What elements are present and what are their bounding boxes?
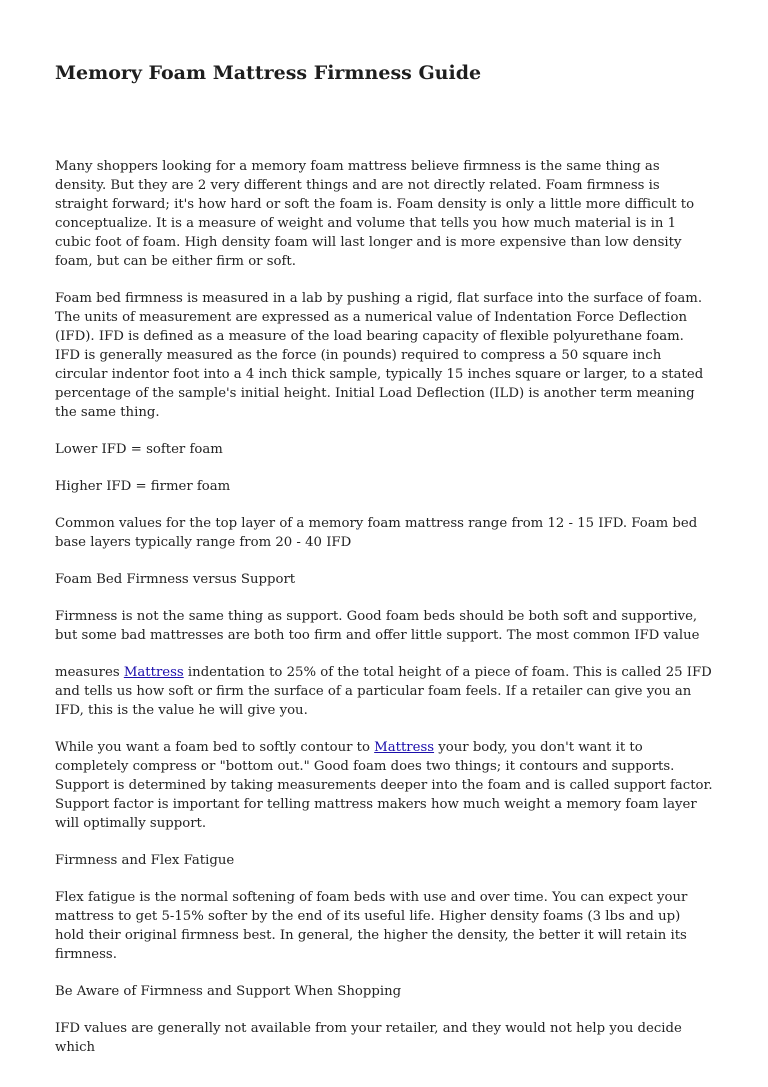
document-body [55,157,713,1057]
section-heading-shopping: Be Aware of Firmness and Support When Shopping [55,984,402,999]
paragraph-text: measures [55,665,124,680]
paragraph-common-values: Common values for the top layer of a memory foam mattress range from 12 - 15 IFD. Foam bed base layers typically range from 20 - 40 IFD [55,516,698,550]
paragraph-lower-ifd: Lower IFD = softer foam [55,442,223,457]
paragraph-support-factor [55,738,713,833]
paragraph-25-ifd [55,663,713,720]
document-page [55,58,713,1075]
section-heading-flex-fatigue: Firmness and Flex Fatigue [55,853,235,868]
paragraph-intro: Many shoppers looking for a memory foam mattress believe firmness is the same thing as density. But they are 2 very different things and are not directly related. Foam firmness is straight forward; it's how hard or soft the foam is. Foam density is only a little more difficult to conceptualize. It is a measure of weight and volume that tells you how much material is in 1 cubic foot of foam. High density foam will last longer and is more expensive than low density foam, but can be either firm or soft. [55,159,695,269]
paragraph-higher-ifd: Higher IFD = firmer foam [55,479,231,494]
section-heading-firmness-vs-support: Foam Bed Firmness versus Support [55,572,296,587]
paragraph-text: your body, you don't want it to completely compress or "bottom out." Good foam does two things; it contours and supports. Support is determined by taking measurements deeper into the foam and is called support factor. Support factor is important for telling mattress makers how much weight a memory foam layer will optimally support. [55,740,713,831]
paragraph-text: indentation to 25% of the total height of a piece of foam. This is called 25 IFD and tells us how soft or firm the surface of a particular foam feels. If a retailer can give you an IFD, this is the value he will give you. [55,665,712,718]
paragraph-firmness-not-support: Firmness is not the same thing as support. Good foam beds should be both soft and supportive, but some bad mattresses are both too firm and offer little support. The most common IFD value [55,609,700,643]
mattress-link[interactable]: Mattress [374,740,435,755]
page-title: Memory Foam Mattress Firmness Guide [55,62,482,84]
paragraph-flex-fatigue: Flex fatigue is the normal softening of foam beds with use and over time. You can expect your mattress to get 5-15% softer by the end of its useful life. Higher density foams (3 lbs and up) hold their original firmness best. In general, the higher the density, the better it will retain its firmness. [55,890,688,962]
paragraph-ifd-availability: IFD values are generally not available from your retailer, and they would not help you decide which [55,1021,682,1055]
paragraph-ifd-definition: Foam bed firmness is measured in a lab by pushing a rigid, flat surface into the surface of foam. The units of measurement are expressed as a numerical value of Indentation Force Deflection (IFD). IFD is defined as a measure of the load bearing capacity of flexible polyurethane foam. IFD is generally measured as the force (in pounds) required to compress a 50 square inch circular indentor foot into a 4 inch thick sample, typically 15 inches square or larger, to a stated percentage of the sample's initial height. Initial Load Deflection (ILD) is another term meaning the same thing. [55,291,704,420]
paragraph-text: While you want a foam bed to softly contour to [55,740,375,755]
mattress-link[interactable]: Mattress [123,665,184,680]
